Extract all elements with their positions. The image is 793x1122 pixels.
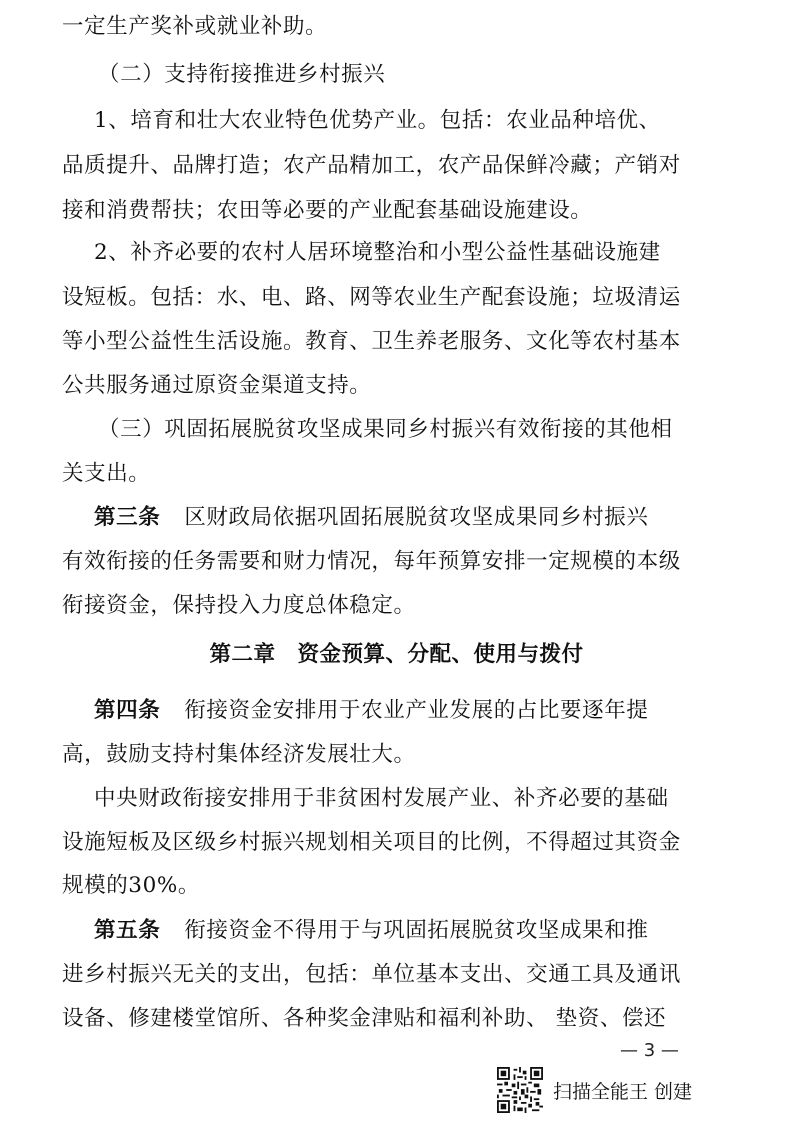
text-line: 2、补齐必要的农村人居环境整治和小型公益性基础设施建 [94, 240, 661, 265]
article-line [94, 696, 648, 726]
text-line: 品质提升、品牌打造；农产品精加工，农产品保鲜冷藏；产销对 [62, 153, 681, 178]
text-line: 关支出。 [62, 461, 151, 486]
article-text: 区财政局依据巩固拓展脱贫攻坚成果同乡村振兴 [184, 505, 649, 530]
text-line: 衔接资金，保持投入力度总体稳定。 [62, 593, 416, 618]
article-line [94, 916, 648, 946]
text-line: 规模的30%。 [62, 873, 200, 898]
text-line: 中央财政衔接安排用于非贫困村发展产业、补齐必要的基础 [94, 786, 669, 811]
text-line: 高，鼓励支持村集体经济发展壮大。 [62, 742, 416, 767]
text-line: 一定生产奖补或就业补助。 [62, 14, 328, 39]
text-line: 1、培育和壮大农业特色优势产业。包括：农业品种培优、 [94, 108, 661, 133]
article-number: 第五条 [94, 918, 161, 943]
section-heading: （三）巩固拓展脱贫攻坚成果同乡村振兴有效衔接的其他相 [98, 417, 673, 442]
text-line: 接和消费帮扶；农田等必要的产业配套基础设施建设。 [62, 198, 593, 223]
text-line: 公共服务通过原资金渠道支持。 [62, 373, 372, 398]
text-line: 进乡村振兴无关的支出，包括：单位基本支出、交通工具及通讯 [62, 962, 681, 987]
article-text: 衔接资金安排用于农业产业发展的占比要逐年提 [184, 698, 649, 723]
text-line: 等小型公益性生活设施。教育、卫生养老服务、文化等农村基本 [62, 329, 681, 354]
article-number: 第四条 [94, 698, 161, 723]
text-line: 设短板。包括：水、电、路、网等农业生产配套设施；垃圾清运 [62, 285, 681, 310]
qr-code-icon [497, 1067, 543, 1113]
scanner-stamp [497, 1067, 692, 1113]
section-heading: （二）支持衔接推进乡村振兴 [98, 62, 386, 87]
chapter-number: 第二章 [209, 642, 276, 667]
chapter-title: 资金预算、分配、使用与拨付 [297, 642, 584, 667]
text-line: 设备、修建楼堂馆所、各种奖金津贴和福利补助、 垫资、偿还 [62, 1006, 667, 1031]
page-number: — 3 — [620, 1040, 679, 1061]
chapter-heading [0, 640, 793, 670]
article-text: 衔接资金不得用于与巩固拓展脱贫攻坚成果和推 [184, 918, 649, 943]
article-number: 第三条 [94, 505, 161, 530]
article-line [94, 503, 648, 533]
text-line: 有效衔接的任务需要和财力情况，每年预算安排一定规模的本级 [62, 549, 681, 574]
text-line: 设施短板及区级乡村振兴规划相关项目的比例，不得超过其资金 [62, 830, 681, 855]
scanner-stamp-label: 扫描全能王 创建 [553, 1080, 693, 1103]
